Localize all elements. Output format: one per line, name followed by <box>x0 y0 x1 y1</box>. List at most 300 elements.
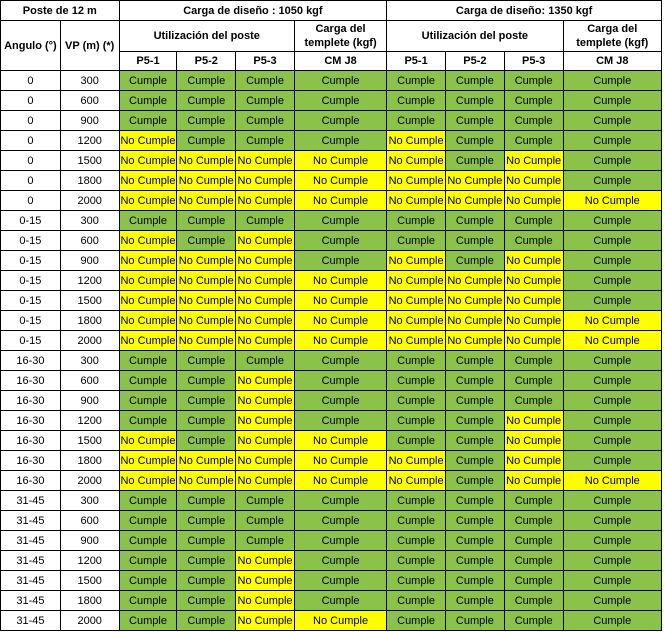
status-cell: Cumple <box>504 591 563 611</box>
status-cell: Cumple <box>236 531 295 551</box>
status-cell: Cumple <box>119 611 177 631</box>
table-row <box>1 551 662 571</box>
angle-cell: 0 <box>1 91 61 111</box>
status-cell: No Cumple <box>236 451 295 471</box>
angle-cell: 16-30 <box>1 391 61 411</box>
table-row <box>1 171 662 191</box>
table-row <box>1 251 662 271</box>
table-row <box>1 131 662 151</box>
status-cell: No Cumple <box>177 331 236 351</box>
status-cell: No Cumple <box>445 171 504 191</box>
status-cell: Cumple <box>563 411 661 431</box>
status-cell: No Cumple <box>119 231 177 251</box>
status-cell: No Cumple <box>119 431 177 451</box>
status-cell: No Cumple <box>563 471 661 491</box>
status-cell: Cumple <box>563 371 661 391</box>
status-cell: No Cumple <box>236 471 295 491</box>
status-cell: Cumple <box>504 611 563 631</box>
status-cell: Cumple <box>445 611 504 631</box>
status-cell: No Cumple <box>119 131 177 151</box>
status-cell: No Cumple <box>504 291 563 311</box>
table-row <box>1 111 662 131</box>
angle-cell: 16-30 <box>1 471 61 491</box>
table-row <box>1 431 662 451</box>
status-cell: No Cumple <box>119 151 177 171</box>
status-cell: No Cumple <box>504 171 563 191</box>
status-cell: No Cumple <box>563 311 661 331</box>
vp-cell: 1800 <box>60 591 119 611</box>
status-cell: No Cumple <box>119 251 177 271</box>
status-cell: Cumple <box>177 551 236 571</box>
status-cell: Cumple <box>236 511 295 531</box>
status-cell: Cumple <box>387 211 446 231</box>
status-cell: No Cumple <box>236 611 295 631</box>
status-cell: No Cumple <box>504 471 563 491</box>
status-cell: No Cumple <box>387 131 446 151</box>
status-cell: No Cumple <box>294 431 386 451</box>
status-cell: No Cumple <box>387 451 446 471</box>
angle-cell: 16-30 <box>1 411 61 431</box>
status-cell: Cumple <box>563 431 661 451</box>
status-cell: Cumple <box>504 391 563 411</box>
angle-cell: 0-15 <box>1 311 61 331</box>
status-cell: Cumple <box>563 71 661 91</box>
status-cell: No Cumple <box>294 291 386 311</box>
status-cell: Cumple <box>387 511 446 531</box>
status-cell: No Cumple <box>504 451 563 471</box>
status-cell: No Cumple <box>387 311 446 331</box>
status-cell: Cumple <box>387 351 446 371</box>
status-cell: No Cumple <box>177 271 236 291</box>
status-cell: Cumple <box>445 471 504 491</box>
vp-cell: 1200 <box>60 411 119 431</box>
vp-cell: 1500 <box>60 431 119 451</box>
status-cell: Cumple <box>294 251 386 271</box>
status-cell: No Cumple <box>236 571 295 591</box>
table-body <box>1 71 662 631</box>
angle-cell: 0-15 <box>1 251 61 271</box>
col-header-p5-2-1050: P5-2 <box>177 52 236 71</box>
table-row <box>1 91 662 111</box>
status-cell: Cumple <box>119 511 177 531</box>
status-cell: Cumple <box>445 391 504 411</box>
status-cell: No Cumple <box>119 271 177 291</box>
table-row <box>1 151 662 171</box>
status-cell: Cumple <box>445 431 504 451</box>
status-cell: No Cumple <box>294 271 386 291</box>
status-cell: Cumple <box>504 371 563 391</box>
status-cell: Cumple <box>387 371 446 391</box>
status-cell: No Cumple <box>236 591 295 611</box>
status-cell: Cumple <box>119 211 177 231</box>
status-cell: No Cumple <box>236 551 295 571</box>
group-title-1350: Carga de diseño: 1350 kgf <box>387 1 662 21</box>
table-row <box>1 571 662 591</box>
status-cell: Cumple <box>294 391 386 411</box>
status-cell: Cumple <box>387 571 446 591</box>
table-row <box>1 451 662 471</box>
status-cell: Cumple <box>563 491 661 511</box>
vp-cell: 1500 <box>60 571 119 591</box>
status-cell: No Cumple <box>504 411 563 431</box>
status-cell: Cumple <box>387 531 446 551</box>
status-cell: No Cumple <box>563 191 661 211</box>
table-row <box>1 211 662 231</box>
status-cell: Cumple <box>445 71 504 91</box>
status-cell: Cumple <box>504 511 563 531</box>
status-cell: Cumple <box>504 351 563 371</box>
status-cell: No Cumple <box>445 271 504 291</box>
vp-cell: 1500 <box>60 151 119 171</box>
status-cell: No Cumple <box>119 311 177 331</box>
status-cell: Cumple <box>563 91 661 111</box>
status-cell: Cumple <box>563 251 661 271</box>
status-cell: Cumple <box>177 591 236 611</box>
status-cell: Cumple <box>387 591 446 611</box>
status-cell: Cumple <box>563 151 661 171</box>
status-cell: Cumple <box>445 351 504 371</box>
status-cell: No Cumple <box>236 411 295 431</box>
status-cell: Cumple <box>504 531 563 551</box>
status-cell: No Cumple <box>387 271 446 291</box>
status-cell: No Cumple <box>294 331 386 351</box>
status-cell: No Cumple <box>177 191 236 211</box>
status-cell: No Cumple <box>119 191 177 211</box>
utilization-header-1350: Utilización del poste <box>387 21 563 52</box>
status-cell: Cumple <box>294 551 386 571</box>
status-cell: No Cumple <box>236 151 295 171</box>
angle-cell: 31-45 <box>1 531 61 551</box>
status-cell: Cumple <box>445 371 504 391</box>
status-cell: Cumple <box>445 571 504 591</box>
status-cell: Cumple <box>177 231 236 251</box>
status-cell: No Cumple <box>445 291 504 311</box>
status-cell: No Cumple <box>236 231 295 251</box>
status-cell: No Cumple <box>177 311 236 331</box>
vp-cell: 1800 <box>60 171 119 191</box>
angle-cell: 31-45 <box>1 611 61 631</box>
col-header-p5-2-1350: P5-2 <box>445 52 504 71</box>
angle-cell: 0 <box>1 191 61 211</box>
status-cell: Cumple <box>563 531 661 551</box>
status-cell: Cumple <box>504 111 563 131</box>
status-cell: Cumple <box>563 351 661 371</box>
angle-cell: 16-30 <box>1 351 61 371</box>
status-cell: Cumple <box>504 231 563 251</box>
status-cell: Cumple <box>445 531 504 551</box>
status-cell: No Cumple <box>177 291 236 311</box>
status-cell: No Cumple <box>236 291 295 311</box>
status-cell: Cumple <box>387 111 446 131</box>
status-cell: Cumple <box>445 111 504 131</box>
status-cell: Cumple <box>563 211 661 231</box>
status-cell: No Cumple <box>119 451 177 471</box>
status-cell: Cumple <box>563 591 661 611</box>
status-cell: Cumple <box>177 571 236 591</box>
vp-cell: 600 <box>60 371 119 391</box>
status-cell: Cumple <box>504 551 563 571</box>
status-cell: No Cumple <box>387 191 446 211</box>
status-cell: Cumple <box>294 71 386 91</box>
vp-cell: 900 <box>60 531 119 551</box>
status-cell: Cumple <box>177 71 236 91</box>
status-cell: Cumple <box>294 91 386 111</box>
status-cell: No Cumple <box>387 331 446 351</box>
status-cell: Cumple <box>177 351 236 371</box>
angle-cell: 0 <box>1 171 61 191</box>
status-cell: No Cumple <box>387 251 446 271</box>
status-cell: No Cumple <box>504 431 563 451</box>
status-cell: No Cumple <box>504 151 563 171</box>
status-cell: No Cumple <box>236 431 295 451</box>
status-cell: Cumple <box>119 411 177 431</box>
angle-cell: 0-15 <box>1 291 61 311</box>
vp-cell: 300 <box>60 211 119 231</box>
table-row <box>1 271 662 291</box>
table-row <box>1 531 662 551</box>
status-cell: No Cumple <box>236 311 295 331</box>
status-cell: Cumple <box>236 131 295 151</box>
angle-cell: 31-45 <box>1 551 61 571</box>
status-cell: Cumple <box>294 211 386 231</box>
status-cell: Cumple <box>119 571 177 591</box>
status-cell: No Cumple <box>504 251 563 271</box>
status-cell: No Cumple <box>119 171 177 191</box>
status-cell: Cumple <box>177 211 236 231</box>
table-row <box>1 331 662 351</box>
status-cell: Cumple <box>119 491 177 511</box>
status-cell: Cumple <box>445 91 504 111</box>
status-cell: No Cumple <box>294 611 386 631</box>
vp-header: VP (m) (*) <box>60 21 119 71</box>
status-cell: No Cumple <box>504 271 563 291</box>
status-cell: No Cumple <box>236 391 295 411</box>
status-cell: No Cumple <box>294 451 386 471</box>
status-cell: Cumple <box>445 511 504 531</box>
angle-cell: 31-45 <box>1 511 61 531</box>
status-cell: Cumple <box>177 531 236 551</box>
status-cell: Cumple <box>294 351 386 371</box>
status-cell: Cumple <box>294 491 386 511</box>
vp-cell: 900 <box>60 111 119 131</box>
table-row <box>1 351 662 371</box>
status-cell: Cumple <box>294 571 386 591</box>
vp-cell: 600 <box>60 91 119 111</box>
vp-cell: 300 <box>60 491 119 511</box>
post-title: Poste de 12 m <box>1 1 120 21</box>
status-cell: No Cumple <box>177 171 236 191</box>
vp-cell: 1800 <box>60 451 119 471</box>
status-cell: Cumple <box>177 131 236 151</box>
status-cell: Cumple <box>387 551 446 571</box>
status-cell: Cumple <box>563 231 661 251</box>
status-cell: No Cumple <box>294 151 386 171</box>
vp-cell: 2000 <box>60 611 119 631</box>
status-cell: Cumple <box>387 611 446 631</box>
table-row <box>1 491 662 511</box>
status-cell: No Cumple <box>387 471 446 491</box>
status-cell: Cumple <box>563 571 661 591</box>
status-cell: Cumple <box>504 91 563 111</box>
angle-cell: 0 <box>1 71 61 91</box>
status-cell: Cumple <box>294 591 386 611</box>
status-cell: Cumple <box>445 451 504 471</box>
vp-cell: 300 <box>60 351 119 371</box>
status-cell: Cumple <box>563 451 661 471</box>
status-cell: Cumple <box>236 111 295 131</box>
status-cell: No Cumple <box>445 311 504 331</box>
status-cell: Cumple <box>119 371 177 391</box>
status-cell: Cumple <box>563 391 661 411</box>
status-cell: No Cumple <box>236 171 295 191</box>
angle-cell: 0-15 <box>1 331 61 351</box>
status-cell: Cumple <box>177 91 236 111</box>
vp-cell: 900 <box>60 251 119 271</box>
templete-header-1350: Carga del templete (kgf) <box>563 21 661 52</box>
table-row <box>1 291 662 311</box>
status-cell: Cumple <box>445 491 504 511</box>
angle-cell: 0-15 <box>1 271 61 291</box>
status-cell: Cumple <box>236 211 295 231</box>
col-header-cm-j8-1350: CM J8 <box>563 52 661 71</box>
status-cell: Cumple <box>119 391 177 411</box>
status-cell: Cumple <box>563 131 661 151</box>
status-cell: No Cumple <box>294 311 386 331</box>
status-cell: Cumple <box>563 271 661 291</box>
vp-cell: 1500 <box>60 291 119 311</box>
status-cell: Cumple <box>177 511 236 531</box>
col-header-cm-j8-1050: CM J8 <box>294 52 386 71</box>
status-cell: Cumple <box>387 231 446 251</box>
status-cell: No Cumple <box>563 331 661 351</box>
status-cell: Cumple <box>445 551 504 571</box>
status-cell: No Cumple <box>177 151 236 171</box>
status-cell: Cumple <box>294 411 386 431</box>
vp-cell: 2000 <box>60 331 119 351</box>
status-cell: Cumple <box>177 611 236 631</box>
status-cell: No Cumple <box>387 151 446 171</box>
status-cell: Cumple <box>177 491 236 511</box>
vp-cell: 900 <box>60 391 119 411</box>
vp-cell: 300 <box>60 71 119 91</box>
status-cell: Cumple <box>177 111 236 131</box>
status-cell: Cumple <box>445 231 504 251</box>
table-row <box>1 231 662 251</box>
status-cell: Cumple <box>387 391 446 411</box>
status-cell: No Cumple <box>236 371 295 391</box>
status-cell: Cumple <box>236 491 295 511</box>
status-cell: Cumple <box>177 371 236 391</box>
status-cell: No Cumple <box>177 471 236 491</box>
status-cell: Cumple <box>563 291 661 311</box>
status-cell: Cumple <box>177 431 236 451</box>
status-cell: Cumple <box>504 491 563 511</box>
angle-cell: 31-45 <box>1 491 61 511</box>
status-cell: Cumple <box>119 551 177 571</box>
col-header-p5-1-1350: P5-1 <box>387 52 446 71</box>
status-cell: Cumple <box>504 571 563 591</box>
status-cell: No Cumple <box>236 331 295 351</box>
angle-header: Angulo (°) <box>1 21 61 71</box>
table-row <box>1 471 662 491</box>
status-cell: Cumple <box>119 111 177 131</box>
table-row <box>1 591 662 611</box>
vp-cell: 1200 <box>60 131 119 151</box>
status-cell: Cumple <box>387 431 446 451</box>
status-cell: No Cumple <box>445 191 504 211</box>
angle-cell: 0 <box>1 111 61 131</box>
status-cell: No Cumple <box>294 191 386 211</box>
status-cell: No Cumple <box>119 291 177 311</box>
utilization-header-1050: Utilización del poste <box>119 21 294 52</box>
col-header-p5-1-1050: P5-1 <box>119 52 177 71</box>
table-row <box>1 71 662 91</box>
status-cell: Cumple <box>177 411 236 431</box>
status-cell: No Cumple <box>236 271 295 291</box>
status-cell: Cumple <box>177 391 236 411</box>
angle-cell: 31-45 <box>1 571 61 591</box>
vp-cell: 600 <box>60 511 119 531</box>
status-cell: No Cumple <box>504 331 563 351</box>
group-title-1050: Carga de diseño : 1050 kgf <box>119 1 387 21</box>
status-cell: No Cumple <box>504 311 563 331</box>
status-cell: Cumple <box>504 131 563 151</box>
table-row <box>1 371 662 391</box>
angle-cell: 16-30 <box>1 371 61 391</box>
angle-cell: 0 <box>1 151 61 171</box>
status-cell: Cumple <box>445 591 504 611</box>
status-cell: No Cumple <box>387 291 446 311</box>
status-cell: Cumple <box>445 411 504 431</box>
status-cell: No Cumple <box>236 251 295 271</box>
vp-cell: 1800 <box>60 311 119 331</box>
status-cell: No Cumple <box>387 171 446 191</box>
table-row <box>1 511 662 531</box>
vp-cell: 1200 <box>60 271 119 291</box>
status-cell: No Cumple <box>236 191 295 211</box>
status-cell: Cumple <box>504 71 563 91</box>
templete-header-1050: Carga del templete (kgf) <box>294 21 386 52</box>
status-cell: Cumple <box>294 111 386 131</box>
status-cell: Cumple <box>445 251 504 271</box>
status-cell: Cumple <box>294 231 386 251</box>
status-cell: Cumple <box>563 511 661 531</box>
status-cell: Cumple <box>387 71 446 91</box>
status-cell: Cumple <box>294 371 386 391</box>
vp-cell: 2000 <box>60 191 119 211</box>
angle-cell: 16-30 <box>1 431 61 451</box>
status-cell: Cumple <box>294 131 386 151</box>
status-cell: No Cumple <box>177 451 236 471</box>
status-cell: Cumple <box>236 351 295 371</box>
status-cell: No Cumple <box>294 171 386 191</box>
vp-cell: 1200 <box>60 551 119 571</box>
status-cell: Cumple <box>387 491 446 511</box>
status-cell: Cumple <box>294 511 386 531</box>
status-cell: Cumple <box>119 71 177 91</box>
table-row <box>1 611 662 631</box>
status-cell: Cumple <box>119 91 177 111</box>
vp-cell: 600 <box>60 231 119 251</box>
status-cell: No Cumple <box>504 191 563 211</box>
status-cell: Cumple <box>445 151 504 171</box>
status-cell: Cumple <box>563 171 661 191</box>
angle-cell: 0 <box>1 131 61 151</box>
status-cell: Cumple <box>119 591 177 611</box>
status-cell: Cumple <box>294 531 386 551</box>
status-cell: No Cumple <box>119 471 177 491</box>
col-header-p5-3-1350: P5-3 <box>504 52 563 71</box>
